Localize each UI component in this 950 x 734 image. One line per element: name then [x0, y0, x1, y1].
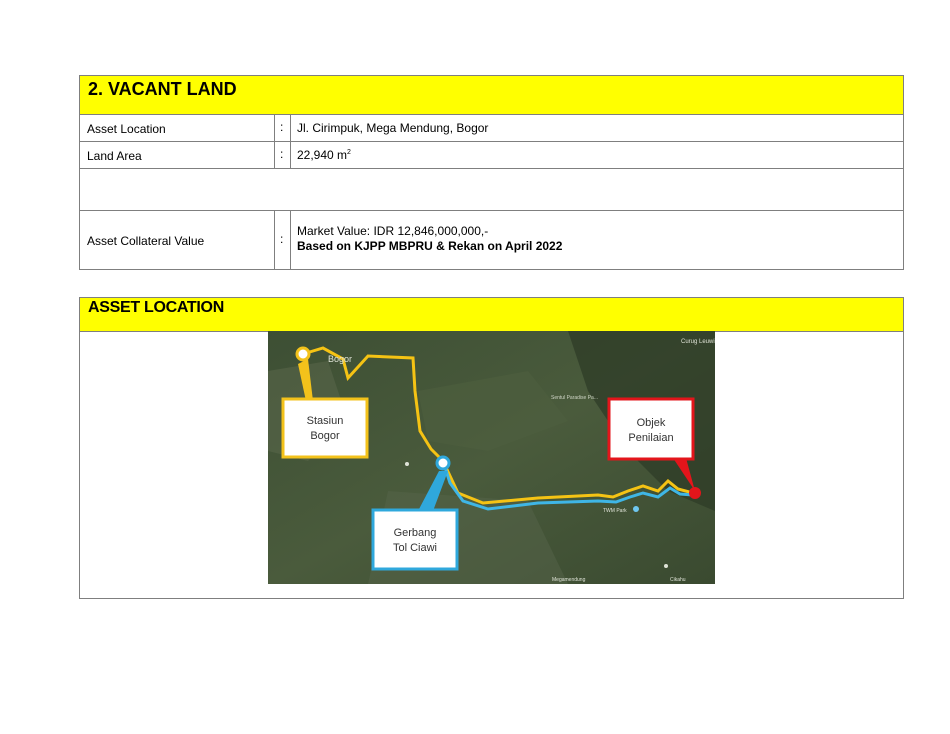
market-value-text: Market Value: IDR 12,846,000,000,-: [297, 224, 489, 238]
asset-location-value: Jl. Cirimpuk, Mega Mendung, Bogor: [297, 121, 489, 135]
column-divider: [274, 115, 275, 141]
map-place-bogor: Bogor: [328, 354, 353, 364]
map-place-curug: Curug Leuwi: [681, 339, 715, 345]
land-area-unit-superscript: 2: [347, 149, 351, 156]
land-area-value: [297, 148, 351, 162]
map-place-twm: TWM Park: [603, 508, 627, 514]
colon-separator: :: [280, 120, 284, 134]
map-place-paradise: Sentul Paradise Pa...: [551, 395, 598, 401]
vacant-land-heading: 2. VACANT LAND: [80, 76, 903, 115]
map-place-megamendung: Megamendung: [552, 577, 586, 583]
map-dot: [664, 564, 668, 568]
colon-separator: :: [280, 147, 284, 161]
asset-location-row: [80, 115, 903, 142]
target-marker-icon: [689, 487, 701, 499]
column-divider: [274, 211, 275, 269]
asset-collateral-row: [80, 211, 903, 269]
toll-gate-marker-icon: [437, 457, 449, 469]
gate-callout-line2: Tol Ciawi: [392, 542, 438, 554]
land-area-label: Land Area: [87, 149, 142, 163]
land-area-number: 22,940 m: [297, 148, 348, 162]
map-dot: [405, 462, 409, 466]
start-marker-icon: [297, 348, 309, 360]
target-callout-line2: Penilaian: [628, 432, 674, 444]
asset-location-label: Asset Location: [87, 122, 166, 136]
column-divider: [290, 211, 291, 269]
land-area-row: [80, 142, 903, 169]
location-map: [268, 331, 715, 584]
start-callout-line2: Bogor: [310, 430, 340, 442]
colon-separator: :: [280, 232, 284, 246]
target-callout-box: [609, 399, 693, 459]
vacant-land-table: [79, 75, 904, 270]
twm-park-pin-icon: [633, 506, 639, 512]
empty-row: [80, 169, 903, 211]
start-callout-line1: Stasiun: [306, 415, 344, 427]
start-callout-box: [283, 399, 367, 457]
map-place-cikahu: Cikahu: [670, 577, 686, 583]
asset-location-heading: ASSET LOCATION: [80, 298, 903, 332]
collateral-label: Asset Collateral Value: [87, 234, 205, 248]
column-divider: [290, 142, 291, 168]
gate-callout-line1: Gerbang: [393, 527, 437, 539]
column-divider: [274, 142, 275, 168]
gate-callout-box: [373, 510, 457, 569]
column-divider: [290, 115, 291, 141]
target-callout-line1: Objek: [636, 417, 666, 429]
valuation-basis-text: Based on KJPP MBPRU & Rekan on April 2022: [297, 239, 563, 253]
